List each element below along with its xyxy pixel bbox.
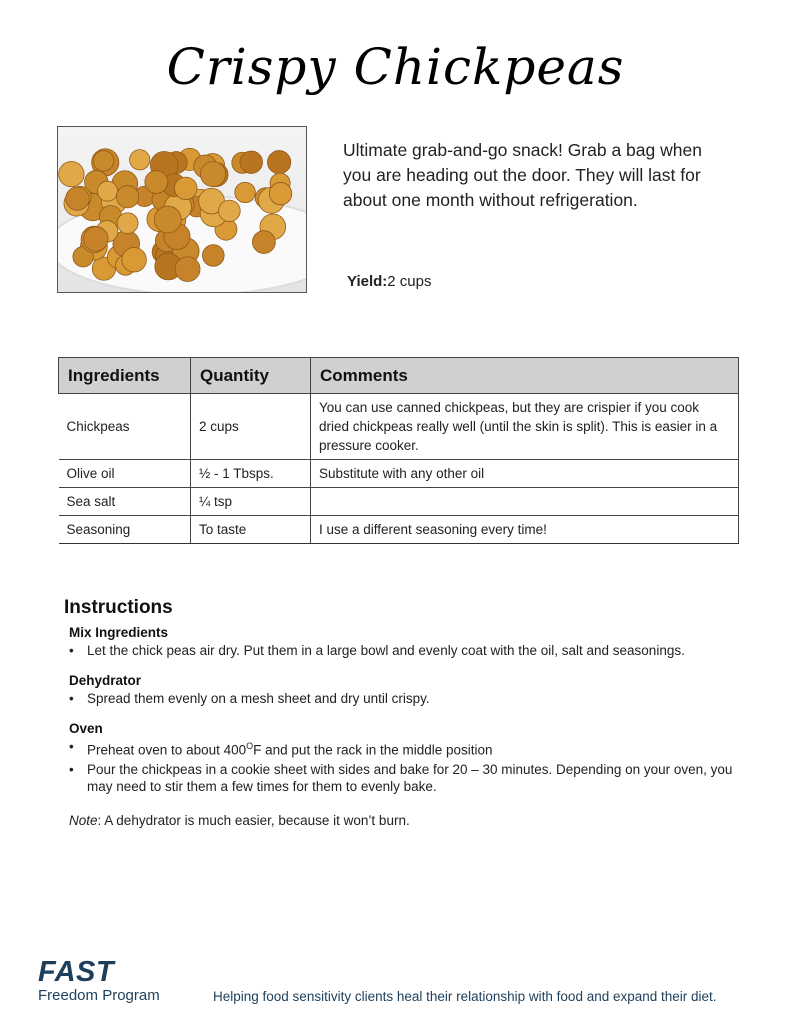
chickpea-shape [267,151,290,174]
bullet-icon: • [69,691,74,706]
recipe-note [69,813,754,828]
instruction-step: • Preheat oven to about $400^OF$ and put the rack in the middle position [69,739,493,758]
recipe-intro: Ultimate grab-and-go snack! Grab a bag when you are heading out the door. They will last for about one month without refrigeration. [343,140,702,210]
chickpea-shape [154,206,181,233]
group-title: Oven [69,721,103,736]
bullet-icon: • [69,761,74,777]
fast-logo [38,957,160,1005]
chickpea-shape [269,182,291,204]
chickpea-shape [130,150,150,170]
table-header-row [59,358,739,394]
comment-cell: Substitute with any other oil [311,460,739,488]
instruction-group-dehydrator [69,673,754,707]
footer-tagline: Helping food sensitivity clients heal their relationship with food and expand their diet. [213,989,717,1004]
group-title: Dehydrator [69,673,142,688]
quantity-cell: ½ - 1 Tbsps. [191,460,311,488]
note-text: : A dehydrator is much easier, because it won’t burn. [97,812,410,828]
instruction-group-oven [69,721,754,795]
chickpea-shape [97,181,117,201]
logo-subtitle: Freedom Program [38,987,160,1004]
chickpea-shape [145,171,168,194]
ingredient-cell: Sea salt [59,488,191,516]
chickpea-shape [117,213,138,234]
ingredient-cell: Olive oil [59,460,191,488]
chickpea-shape [93,151,113,171]
chickpea-shape [174,177,197,199]
degree-superscript: O [246,741,254,751]
quantity-cell: To taste [191,516,311,544]
chickpeas-image [58,127,306,292]
ingredient-cell: Seasoning [59,516,191,544]
table-row [59,516,739,544]
header-quantity: Quantity [191,358,311,394]
comment-cell: I use a different seasoning every time! [311,516,739,544]
bullet-icon: • [69,739,74,754]
recipe-yield [347,273,432,290]
comment-cell: You can use canned chickpeas, but they are crispier if you cook dried chickpeas really well (until the skin is split). This is easier in a pressure cooker. [311,394,739,460]
chickpea-shape [200,162,225,187]
chickpeas-photo [57,126,307,293]
header-ingredients: Ingredients [59,358,191,394]
ingredient-cell: Chickpeas [59,394,191,460]
chickpea-shape [84,227,109,251]
chickpea-shape [66,187,90,210]
chickpea-shape [59,162,84,187]
instruction-step: • Let the chick peas air dry. Put them in a large bowl and evenly coat with the oil, salt and seasonings. [69,643,685,658]
chickpea-shape [219,200,241,222]
recipe-title: Crispy Chickpeas [166,38,625,96]
chickpea-shape [122,248,147,272]
logo-main: FAST [38,956,115,988]
instructions-section [64,597,754,828]
chickpea-shape [252,231,275,254]
yield-label: Yield: [347,273,388,290]
group-title: Mix Ingredients [69,625,169,640]
chickpea-shape [175,257,200,282]
ingredients-table [58,357,739,544]
chickpea-shape [240,151,263,173]
instruction-step: • Spread them evenly on a mesh sheet and dry until crispy. [69,691,430,706]
table-row [59,488,739,516]
header-comments: Comments [311,358,739,394]
chickpea-shape [235,182,256,202]
comment-cell [311,488,739,516]
instruction-step: • Pour the chickpeas in a cookie sheet with sides and bake for 20 – 30 minutes. Depending on your oven, you may need to stir them a few times for them to evenly bake. [69,761,733,794]
table-row [59,460,739,488]
bullet-icon: • [69,643,74,658]
chickpea-shape [202,245,224,267]
chickpea-shape [116,186,138,208]
quantity-cell: ¼ tsp [191,488,311,516]
note-label: Note [69,812,98,828]
table-row [59,394,739,460]
yield-value: 2 cups [387,273,432,290]
instructions-heading: Instructions [64,597,173,618]
instruction-group-mix [69,625,754,659]
quantity-cell: 2 cups [191,394,311,460]
